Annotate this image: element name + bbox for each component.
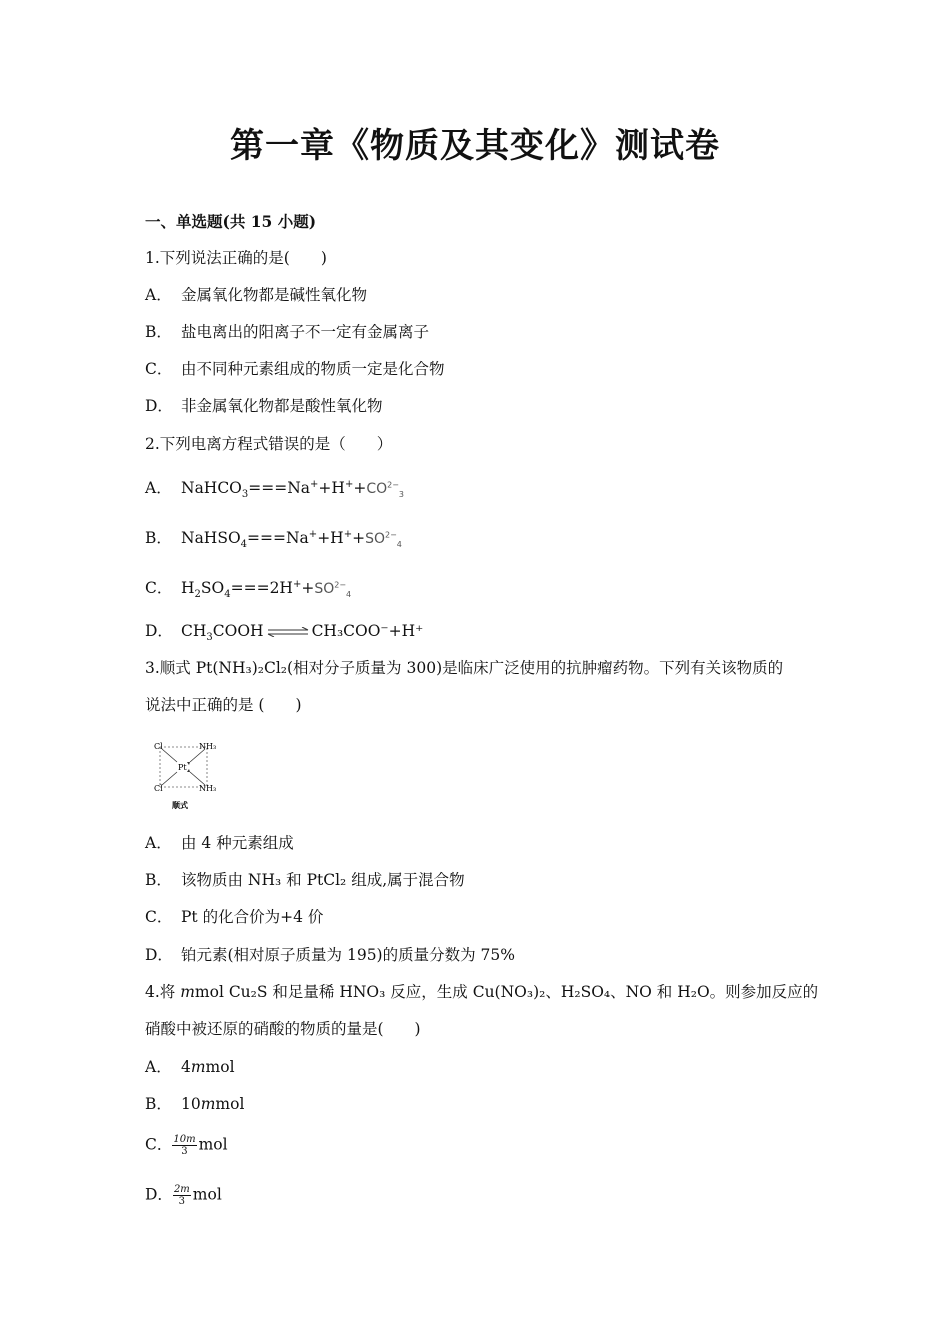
question-1-option-d: D． 非金属氧化物都是酸性氧化物 bbox=[145, 397, 383, 415]
question-3-option-b: B． 该物质由 NH₃ 和 PtCl₂ 组成,属于混合物 bbox=[145, 871, 465, 889]
question-4-option-c: C． $\frac{10m}{3}$ mol bbox=[145, 1134, 228, 1157]
question-3-option-a: A． 由 4 种元素组成 bbox=[145, 834, 294, 852]
question-1-option-c: C． 由不同种元素组成的物质一定是化合物 bbox=[145, 360, 445, 378]
sulfate-ion: $SO^{2-}_4$ bbox=[314, 580, 352, 599]
question-2-stem: 2.下列电离方程式错误的是（ ） bbox=[145, 435, 393, 453]
nh3-bottom-label: NH₃ bbox=[199, 784, 217, 793]
question-2-option-c: C． $H_2SO_4===2H^++SO^{2-}_4$ bbox=[145, 578, 352, 601]
question-2-option-a: A． $NaHCO_3===Na^++H^++CO^{2-}_3$ bbox=[145, 478, 405, 501]
equilibrium-arrow-icon bbox=[266, 627, 310, 637]
carbonate-ion: $CO^{2-}_3$ bbox=[366, 480, 405, 499]
cl-bottom-label: Cl bbox=[154, 784, 163, 793]
diagram-caption: 顺式 bbox=[172, 801, 188, 810]
question-3-option-c: C． Pt 的化合价为+4 价 bbox=[145, 908, 324, 926]
section-heading: 一、单选题(共 15 小题) bbox=[145, 212, 317, 231]
sulfate-ion: $SO^{2-}_4$ bbox=[365, 530, 402, 549]
question-1-option-b: B． 盐电离出的阳离子不一定有金属离子 bbox=[145, 323, 430, 341]
question-3-stem-line-2: 说法中正确的是 ( ) bbox=[145, 696, 302, 714]
question-2-option-b: B． $NaHSO_4===Na^++H^++SO^{2-}_4$ bbox=[145, 528, 402, 551]
pt-label: Pt bbox=[178, 763, 187, 772]
cisplatin-structure-diagram bbox=[150, 738, 222, 812]
question-4-option-d: D． $\frac{2m}{3}$ mol bbox=[145, 1184, 222, 1207]
fraction: $\frac{10m}{3}$ bbox=[173, 1134, 196, 1157]
cl-top-label: Cl bbox=[154, 742, 163, 751]
fraction: $\frac{2m}{3}$ bbox=[173, 1184, 190, 1207]
page-title: 第一章《物质及其变化》测试卷 bbox=[230, 126, 720, 166]
question-4-option-a: A． 4𝑚mol bbox=[145, 1058, 235, 1076]
question-4-option-b: B． 10𝑚mol bbox=[145, 1095, 245, 1113]
question-1-stem: 1.下列说法正确的是( ) bbox=[145, 249, 327, 267]
question-4-stem-line-1: 4.将 𝑚mol Cu₂S 和足量稀 HNO₃ 反应，生成 Cu(NO₃)₂、H₂SO₄、NO 和 H₂O。则参加反应的 bbox=[145, 983, 819, 1001]
nh3-top-label: NH₃ bbox=[199, 742, 217, 751]
question-2-option-d: D． $CH_3COOH$ CH₃COO⁻+H⁺ bbox=[145, 622, 424, 644]
question-1-option-a: A． 金属氧化物都是碱性氧化物 bbox=[145, 286, 368, 304]
question-3-option-d: D． 铂元素(相对原子质量为 195)的质量分数为 75% bbox=[145, 946, 515, 964]
question-4-stem-line-2: 硝酸中被还原的硝酸的物质的量是( ) bbox=[145, 1020, 421, 1038]
question-3-stem-line-1: 3.顺式 Pt(NH₃)₂Cl₂(相对分子质量为 300)是临床广泛使用的抗肿瘤药物。下列有关该物质的 bbox=[145, 659, 784, 677]
